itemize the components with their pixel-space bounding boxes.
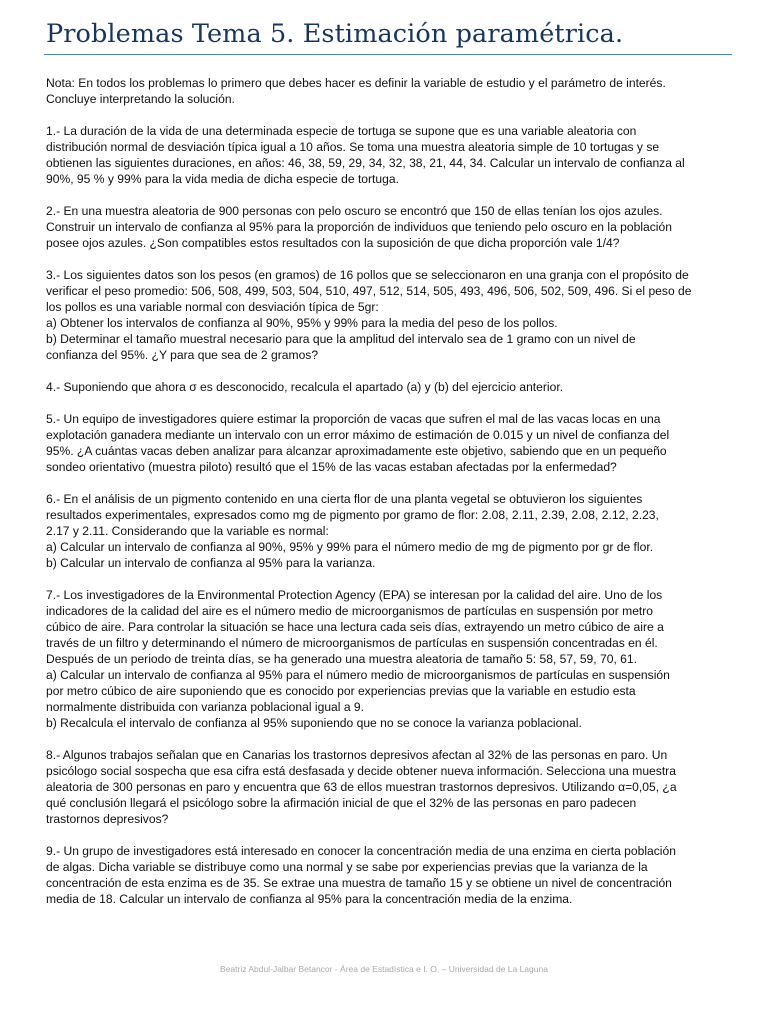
problem-3-paragraph — [46, 267, 736, 363]
text-line: 2.- En una muestra aleatoria de 900 personas con pelo oscuro se encontró que 150 de ellas tenían los ojos azules. — [46, 204, 663, 218]
text-line: a) Calcular un intervalo de confianza al 95% para el número medio de microorganismos de partículas en suspensión — [46, 668, 670, 682]
text-line: Concluye interpretando la solución. — [46, 92, 235, 106]
problem-4-paragraph — [46, 379, 736, 395]
text-line: cúbico de aire. Para controlar la situación se hace una lectura cada seis días, extrayendo un metro cúbico de aire a — [46, 620, 664, 634]
text-line: 9.- Un grupo de investigadores está interesado en conocer la concentración media de una enzima en cierta población — [46, 844, 676, 858]
text-line: obtienen las siguientes duraciones, en años: 46, 38, 59, 29, 34, 32, 38, 21, 44, 34. Calcular un intervalo de confianza al — [46, 156, 685, 170]
text-line: concentración de esta enzima es de 35. Se extrae una muestra de tamaño 15 y se obtiene un nivel de concentración — [46, 876, 672, 890]
page-title: Problemas Tema 5. Estimación paramétrica. — [46, 19, 624, 49]
text-line: sondeo orientativo (muestra piloto) resultó que el 15% de las vacas estaban afectadas por la enfermedad? — [46, 460, 617, 474]
text-line: 7.- Los investigadores de la Environmental Protection Agency (EPA) se interesan por la calidad del aire. Uno de los — [46, 588, 663, 602]
problem-1-paragraph — [46, 123, 736, 187]
text-line: 3.- Los siguientes datos son los pesos (en gramos) de 16 pollos que se seleccionaron en una granja con el propósito de — [46, 268, 689, 282]
problem-6-paragraph — [46, 491, 736, 571]
text-line: 95%. ¿A cuántas vacas deben analizar para alcanzar aproximadamente este objetivo, sabiendo que en un pequeño — [46, 444, 667, 458]
problem-2-paragraph — [46, 203, 736, 251]
text-line: 2.17 y 2.11. Considerando que la variable es normal: — [46, 524, 329, 538]
text-line: través de un filtro y determinando el número de microorganismos de partículas en suspensión concentradas en él. — [46, 636, 658, 650]
problem-9-paragraph — [46, 843, 736, 907]
text-line: confianza del 95%. ¿Y para que sea de 2 gramos? — [46, 348, 319, 362]
text-line: a) Calcular un intervalo de confianza al 90%, 95% y 99% para el número medio de mg de pigmento por gr de flor. — [46, 540, 654, 554]
text-line: aleatoria de 300 personas en paro y encuentra que 63 de ellos muestran trastornos depresivos. Utilizando α=0,05, ¿a — [46, 780, 677, 794]
text-line: psicólogo social sospecha que esa cifra está desfasada y decide obtener nueva información. Selecciona una muestra — [46, 764, 676, 778]
text-line: Después de un periodo de treinta días, se ha generado una muestra aleatoria de tamaño 5: 58, 57, 59, 70, 61. — [46, 652, 637, 666]
page-footer: Beatriz Abdul-Jalbar Betancor - Área de Estadística e I. O. – Universidad de La Laguna — [220, 964, 548, 974]
text-line: 6.- En el análisis de un pigmento contenido en una cierta flor de una planta vegetal se obtuvieron los siguientes — [46, 492, 643, 506]
text-line: los pollos es una variable normal con desviación típica de 5gr: — [46, 300, 379, 314]
text-line: verificar el peso promedio: 506, 508, 499, 503, 504, 510, 497, 512, 514, 505, 493, 496, 506, 502, 509, 496. Si el peso de — [46, 284, 692, 298]
title-divider — [44, 54, 732, 55]
problem-7-paragraph — [46, 587, 736, 731]
text-line: distribución normal de desviación típica igual a 10 años. Se toma una muestra aleatoria simple de 10 tortugas y se — [46, 140, 660, 154]
text-line: 8.- Algunos trabajos señalan que en Canarias los trastornos depresivos afectan al 32% de las personas en paro. Un — [46, 748, 668, 762]
text-line: Nota: En todos los problemas lo primero que debes hacer es definir la variable de estudio y el parámetro de interés. — [46, 76, 666, 90]
text-line: media de 18. Calcular un intervalo de confianza al 95% para la concentración media de la enzima. — [46, 892, 573, 906]
text-line: 5.- Un equipo de investigadores quiere estimar la proporción de vacas que sufren el mal de las vacas locas en una — [46, 412, 661, 426]
text-line: normalmente distribuida con varianza poblacional igual a 9. — [46, 700, 364, 714]
problem-8-paragraph — [46, 747, 736, 827]
text-line: Construir un intervalo de confianza al 95% para la proporción de individuos que teniendo pelo oscuro en la población — [46, 220, 672, 234]
text-line: b) Determinar el tamaño muestral necesario para que la amplitud del intervalo sea de 1 gramo con un nivel de — [46, 332, 636, 346]
text-line: 90%, 95 % y 99% para la vida media de dicha especie de tortuga. — [46, 172, 399, 186]
text-line: de algas. Dicha variable se distribuye como una normal y se sabe por experiencias previas que la varianza de la — [46, 860, 648, 874]
text-line: posee ojos azules. ¿Son compatibles estos resultados con la suposición de que dicha proporción vale 1/4? — [46, 236, 620, 250]
text-line: por metro cúbico de aire suponiendo que es conocido por experiencias previas que la variable en estudio esta — [46, 684, 636, 698]
text-line: b) Calcular un intervalo de confianza al 95% para la varianza. — [46, 556, 376, 570]
text-line: indicadores de la calidad del aire es el número medio de microorganismos de partículas en suspensión por metro — [46, 604, 654, 618]
text-line: explotación ganadera mediante un intervalo con un error máximo de estimación de 0.015 y un nivel de confianza del — [46, 428, 670, 442]
text-line: trastornos depresivos? — [46, 812, 169, 826]
text-line: resultados experimentales, expresados como mg de pigmento por gramo de flor: 2.08, 2.11, 2.39, 2.08, 2.12, 2.23, — [46, 508, 659, 522]
text-line: 1.- La duración de la vida de una determinada especie de tortuga se supone que es una variable aleatoria con — [46, 124, 637, 138]
text-line: a) Obtener los intervalos de confianza al 90%, 95% y 99% para la media del peso de los pollos. — [46, 316, 558, 330]
document-body — [46, 75, 736, 923]
problem-5-paragraph — [46, 411, 736, 475]
text-line: b) Recalcula el intervalo de confianza al 95% suponiendo que no se conoce la varianza poblacional. — [46, 716, 582, 730]
text-line: qué conclusión llegará el psicólogo sobre la afirmación inicial de que el 32% de las personas en paro padecen — [46, 796, 637, 810]
text-line: 4.- Suponiendo que ahora σ es desconocido, recalcula el apartado (a) y (b) del ejercicio anterior. — [46, 380, 564, 394]
note-paragraph — [46, 75, 736, 107]
